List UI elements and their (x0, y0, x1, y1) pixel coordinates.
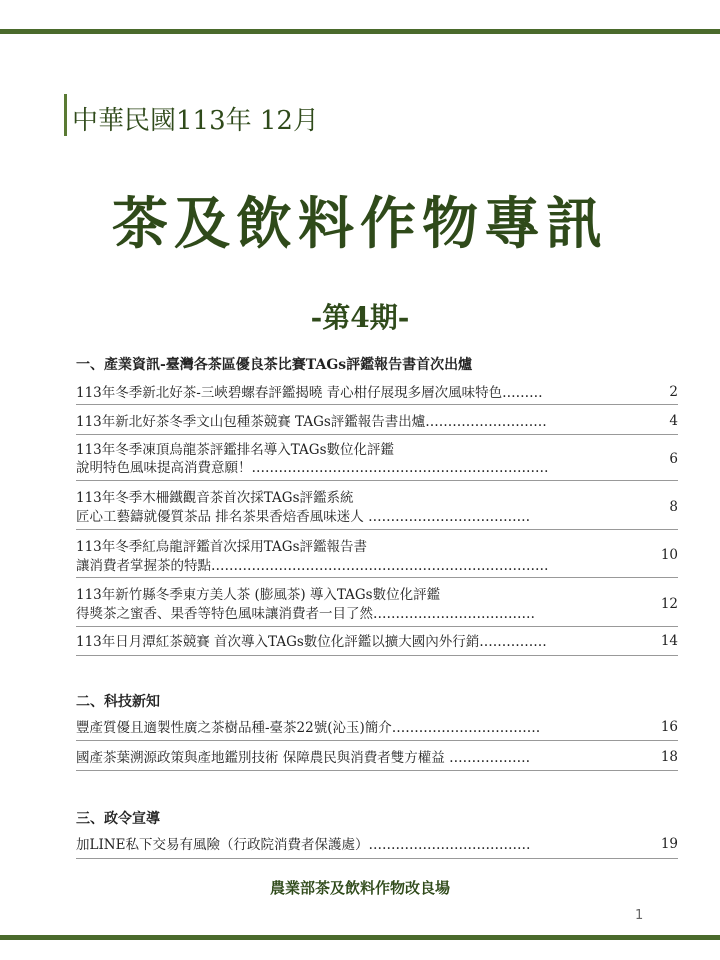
toc-entry-page: 6 (669, 451, 678, 467)
toc-entry[interactable] (76, 376, 678, 405)
toc-entry-text: 113年冬季木柵鐵觀音茶首次採TAGs評鑑系統 (76, 490, 354, 506)
toc-entry[interactable] (76, 481, 678, 530)
toc-entry[interactable] (76, 530, 678, 578)
toc-entry-text: 113年冬季新北好茶-三峽碧螺春評鑑揭曉 青心柑仔展現多層次風味特色……… (76, 385, 543, 401)
toc-entry-text: 113年日月潭紅茶競賽 首次導入TAGs數位化評鑑以擴大國內外行銷…………… (76, 634, 547, 650)
toc-entry[interactable] (76, 741, 678, 771)
toc-entry-text: 113年冬季凍頂烏龍茶評鑑排名導入TAGs數位化評鑑 (76, 442, 394, 458)
section-heading-industry: 一、產業資訊-臺灣各茶區優良茶比賽TAGs評鑑報告書首次出爐 (76, 357, 473, 373)
toc-entry-text: 113年新北好茶冬季文山包種茶競賽 TAGs評鑑報告書出爐……………………… (76, 414, 547, 430)
toc-entry-page: 12 (660, 596, 678, 612)
toc-entry-page: 18 (660, 749, 678, 765)
toc-entry-text: 加LINE私下交易有風險（行政院消費者保護處）……………………………… (76, 837, 531, 853)
publisher-name: 農業部茶及飲料作物改良場 (269, 879, 450, 897)
toc-entry-text: 讓消費者掌握茶的特點………………………………………………………………… (76, 558, 549, 574)
toc-entry-text: 豐產質優且適製性廣之茶樹品種-臺茶22號(沁玉)簡介…………………………… (76, 720, 541, 736)
issue-number: -第4期- (310, 301, 410, 334)
toc-entry-page: 8 (669, 499, 678, 515)
date-accent-bar (64, 94, 67, 136)
toc-entry-text: 說明特色風味提高消費意願！………………………………………………………… (76, 460, 549, 476)
issue-date: 中華民國113年 12月 (72, 106, 319, 136)
toc-entry-text: 得獎茶之蜜香、果香等特色風味讓消費者一目了然……………………………… (76, 606, 535, 622)
toc-entry-page: 16 (660, 719, 678, 735)
toc-entry-text: 匠心工藝鑄就優質茶品 排名茶果香焙香風味迷人 ……………………………… (76, 509, 531, 525)
publication-title: 茶及飲料作物專訊 (112, 191, 608, 257)
toc-entry[interactable] (76, 627, 678, 656)
top-rule (0, 29, 720, 34)
toc-entry-page: 4 (669, 413, 678, 429)
toc-entry-page: 19 (660, 836, 678, 852)
toc-entry-text: 國產茶葉溯源政策與產地鑑別技術 保障農民與消費者雙方權益 ……………… (76, 750, 531, 766)
toc-entry[interactable] (76, 578, 678, 627)
toc-entry-page: 14 (660, 633, 678, 649)
toc-entry-text: 113年冬季紅烏龍評鑑首次採用TAGs評鑑報告書 (76, 539, 367, 555)
toc-entry-page: 2 (669, 384, 678, 400)
section-heading-policy: 三、政令宣導 (76, 811, 160, 827)
toc-entry-text: 113年新竹縣冬季東方美人茶 (膨風茶) 導入TAGs數位化評鑑 (76, 587, 441, 603)
bottom-rule (0, 935, 720, 940)
toc-entry[interactable] (76, 435, 678, 481)
section-heading-technology: 二、科技新知 (76, 694, 160, 710)
toc-entry-page: 10 (660, 547, 678, 563)
toc-entry[interactable] (76, 405, 678, 435)
toc-entry[interactable] (76, 830, 678, 859)
page-number: 1 (635, 908, 644, 923)
toc-entry[interactable] (76, 713, 678, 741)
